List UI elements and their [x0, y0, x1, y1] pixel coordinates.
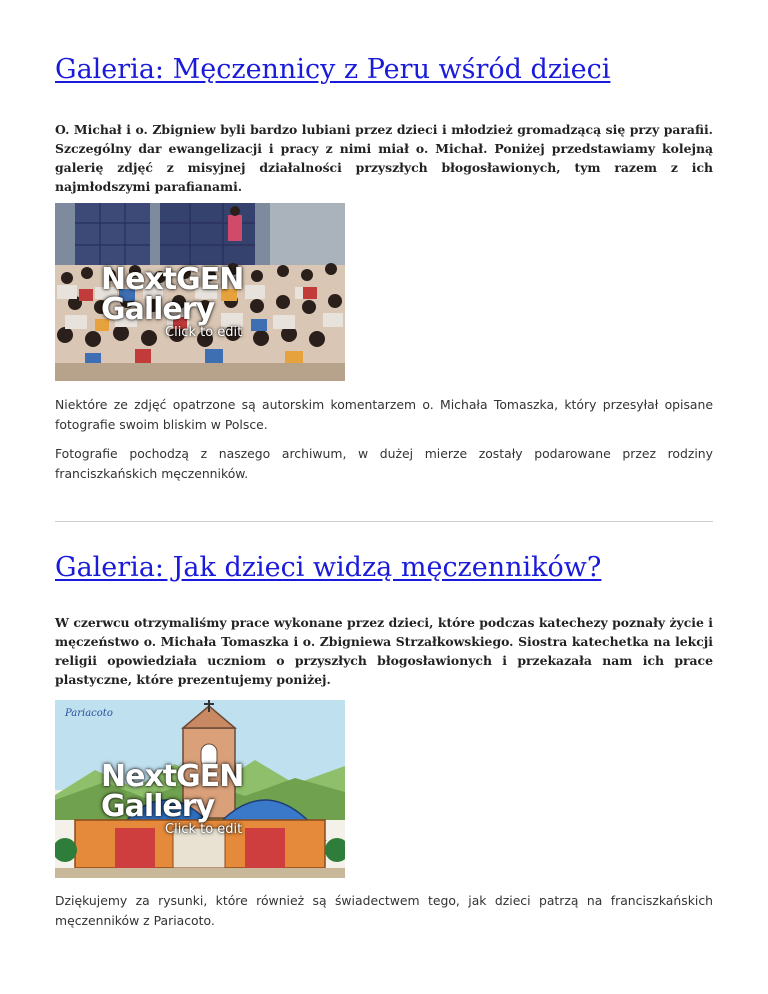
post-paragraph: Niektóre ze zdjęć opatrzone są autorskim komentarzem o. Michała Tomaszka, który przesyłał opisane fotografie swoim bliskim w Polsce. [55, 397, 713, 432]
nextgen-gallery-watermark [101, 759, 345, 837]
gallery-brand-label: NextGEN Gallery [101, 262, 244, 327]
post-paragraph: Fotografie pochodzą z naszego archiwum, w dużej mierze zostały podarowane przez rodziny franciszkańskich męczenników. [55, 446, 713, 481]
post-divider [55, 521, 713, 522]
gallery-edit-label: Click to edit [165, 822, 243, 837]
gallery-brand-label: NextGEN Gallery [101, 759, 244, 824]
post-title-link[interactable]: Galeria: Jak dzieci widzą męczenników? [55, 552, 602, 583]
gallery-thumbnail-drawing[interactable] [55, 700, 345, 878]
post-title-link[interactable]: Galeria: Męczennicy z Peru wśród dzieci [55, 54, 611, 85]
nextgen-gallery-watermark [101, 262, 345, 340]
drawing-caption: Pariacoto [65, 708, 113, 719]
post-lead: W czerwcu otrzymaliśmy prace wykonane przez dzieci, które podczas katechezy poznały życie i męczeństwo o. Michała Tomaszka i o. Zbigniewa Strzałkowskiego. Siostra katechetka na lekcji religii opowiedziała uczniom o przyszłych błogosławionych i przekazała nam ich prace plastyczne, które prezentujemy poniżej. [55, 615, 713, 687]
gallery-thumbnail-photo[interactable] [55, 203, 345, 381]
post-paragraph: Dziękujemy za rysunki, które również są świadectwem tego, jak dzieci patrzą na franciszkańskich męczenników z Pariacoto. [55, 893, 713, 928]
gallery-edit-label: Click to edit [165, 325, 243, 340]
post-lead: O. Michał i o. Zbigniew byli bardzo lubiani przez dzieci i młodzież gromadzącą się przy parafii. Szczególny dar ewangelizacji i pracy z nimi miał o. Michał. Poniżej przedstawiamy kolejną galerię zdjęć z misyjnej działalności przyszłych błogosławionych, tym razem z ich najmłodszymi parafianami. [55, 122, 713, 194]
